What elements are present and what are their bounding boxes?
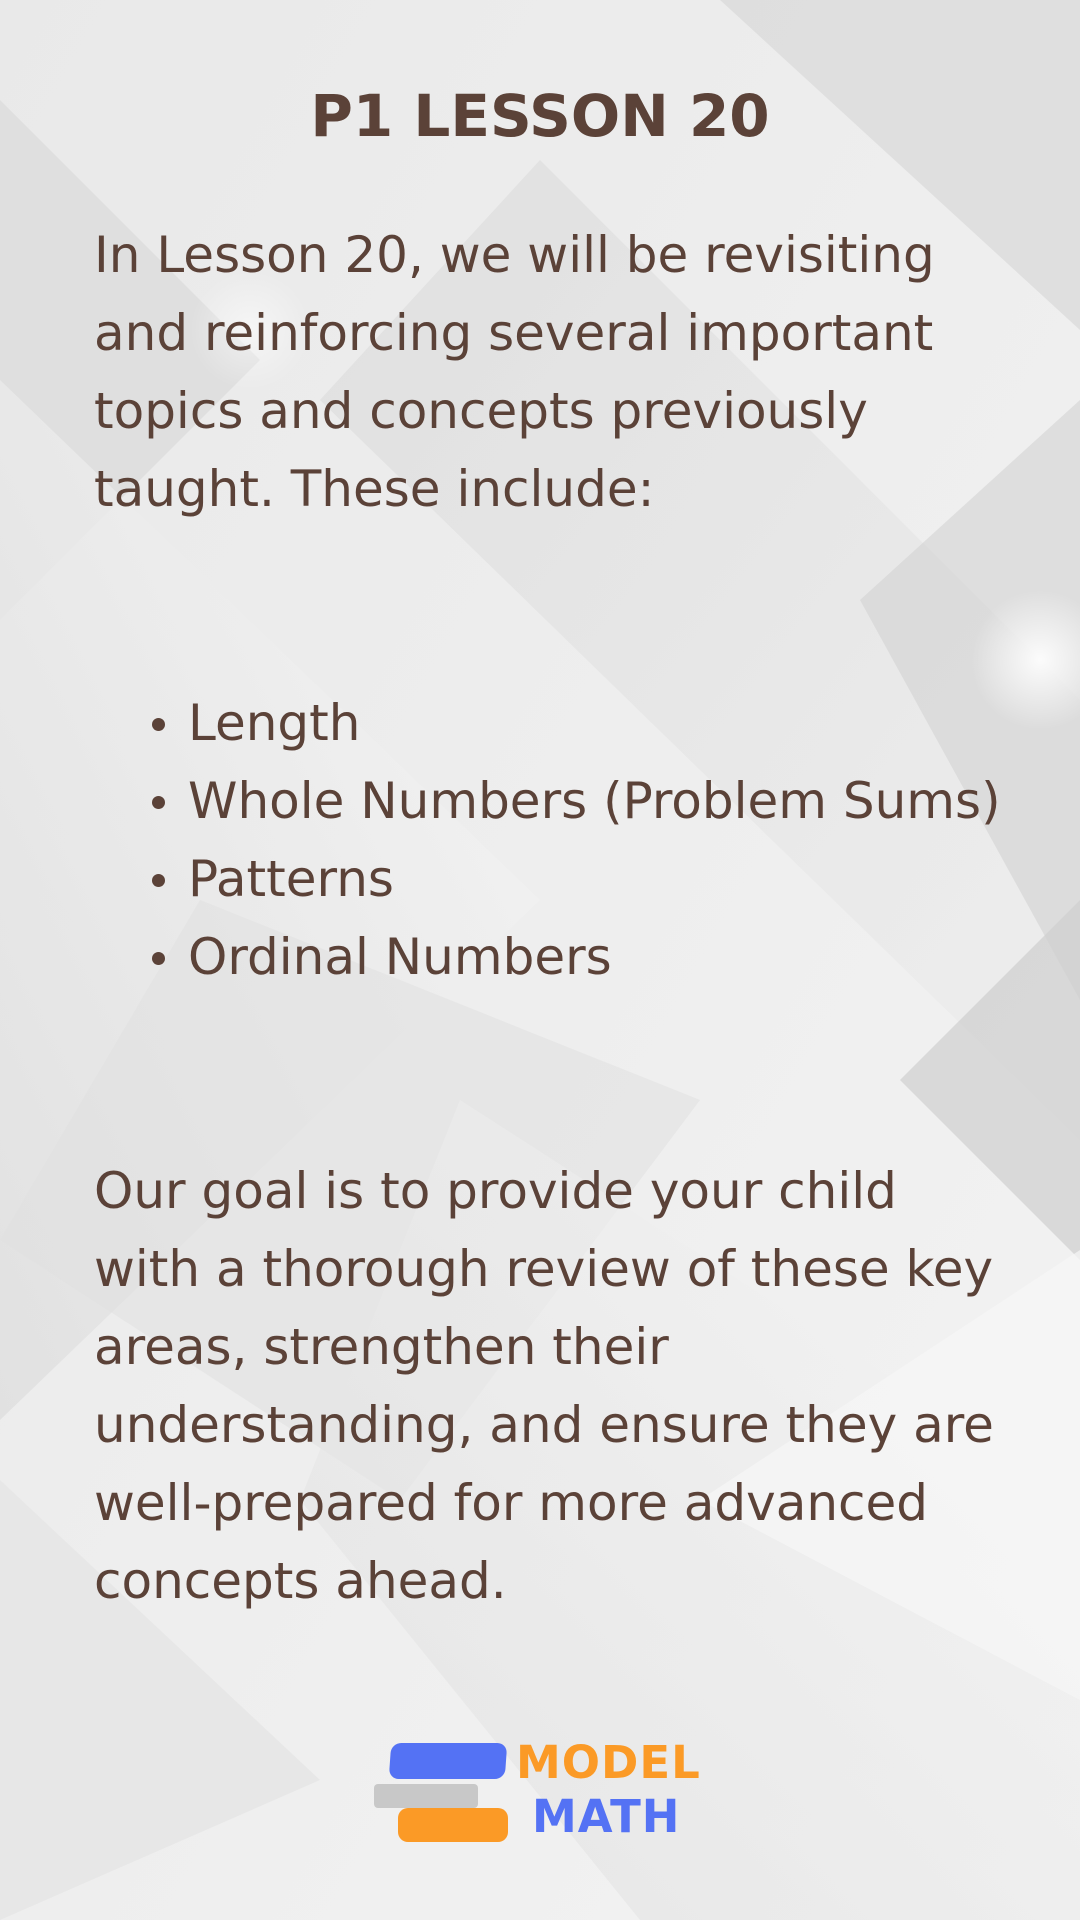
topics-list <box>94 684 1080 996</box>
topic-label: Patterns <box>188 850 394 908</box>
topic-label: Length <box>188 694 361 752</box>
logo-grey-bar <box>374 1784 478 1808</box>
list-item <box>188 840 1080 918</box>
logo-word-model: MODEL <box>516 1736 701 1789</box>
bullet-icon <box>152 952 165 965</box>
intro-paragraph: In Lesson 20, we will be revisiting and reinforcing several important topics and concepts previously taught. These include: <box>94 226 935 518</box>
logo-word-math: MATH <box>532 1790 681 1843</box>
topic-label: Ordinal Numbers <box>188 928 612 986</box>
bullet-icon <box>152 796 165 809</box>
page-title: P1 LESSON 20 <box>310 82 770 150</box>
bullet-icon <box>152 874 165 887</box>
list-item <box>188 918 1080 996</box>
topic-label: Whole Numbers (Problem Sums) <box>188 772 1001 830</box>
logo-blue-bar <box>389 1743 508 1779</box>
model-math-logo <box>372 1738 712 1848</box>
list-item <box>188 684 1080 762</box>
outro-paragraph: Our goal is to provide your child with a thorough review of these key areas, strengthen their understanding, and ensure they are well-prepared for more advanced concepts ahead. <box>94 1162 994 1610</box>
logo-orange-bar <box>398 1808 508 1842</box>
list-item <box>188 762 1080 840</box>
bullet-icon <box>152 718 165 731</box>
